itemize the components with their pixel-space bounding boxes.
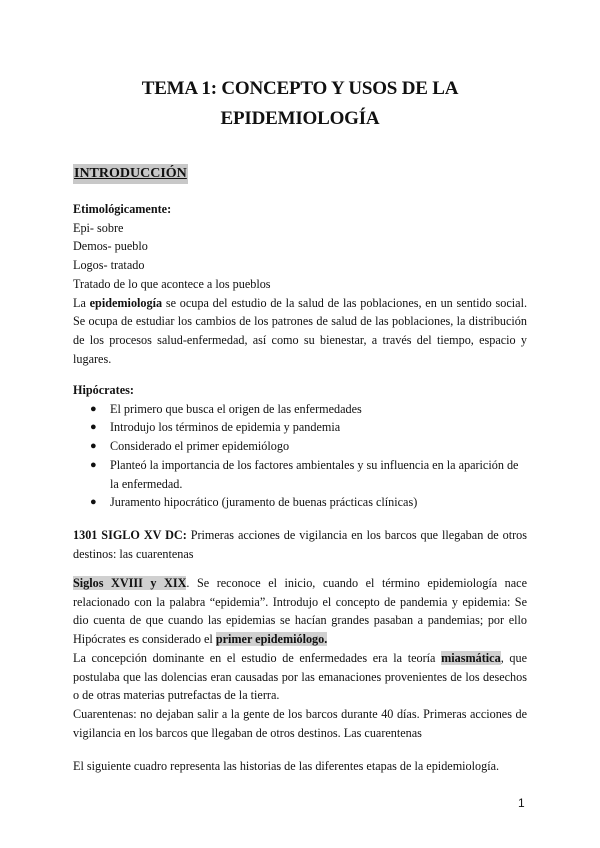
list-item: ● Juramento hipocrático (juramento de buenas prácticas clínicas) — [73, 493, 527, 512]
title-line-2: EPIDEMIOLOGÍA — [220, 108, 380, 129]
list-item: ● El primero que busca el origen de las enfermedades — [73, 400, 527, 419]
miasmatica-paragraph: La concepción dominante en el estudio de enfermedades era la teoría miasmática, que postulaba que las dolencias eran causadas por las emanaciones provenientes de los desechos o de otras materias putrefactas de la tierra. — [73, 650, 527, 703]
siglo-xv-text: Primeras acciones de vigilancia en los barcos que llegaban de otros destinos: las cuarentenas — [73, 528, 527, 561]
miasmatica-term: miasmática — [441, 650, 501, 665]
etymology-line: Logos- tratado — [73, 258, 145, 273]
list-item: ● Planteó la importancia de los factores ambientales y su influencia en la aparición de la enfermedad. — [90, 457, 519, 491]
etymology-line: Tratado de lo que acontece a los pueblos — [73, 276, 271, 291]
bullet-icon: ● — [90, 458, 97, 471]
bullet-icon: ● — [90, 440, 97, 453]
siglos-xviii-text: . Se reconoce el inicio, cuando el término epidemiología nace relacionado con la palabra “epidemia”. Introdujo el concepto de pandemia y epidemia: Se dio cuenta de que cuando las epidemias se hacían grandes pasaban a pandemias; por ello Hipócrates es considerado el — [73, 576, 527, 647]
hipocrates-block — [73, 381, 527, 512]
siglos-xviii-label: Siglos XVIII y XIX — [73, 576, 187, 590]
bullet-icon: ● — [90, 496, 97, 509]
list-item: ● Considerado el primer epidemiólogo — [73, 437, 527, 456]
list-item: ● Introdujo los términos de epidemia y pandemia — [73, 418, 527, 437]
siglos-xviii-block — [73, 574, 527, 742]
etymology-heading: Etimológicamente: — [73, 202, 172, 216]
siglos-xviii-paragraph — [73, 574, 527, 649]
hipocrates-list — [73, 400, 527, 512]
definition-paragraph — [73, 294, 527, 369]
page-number: 1 — [518, 796, 525, 810]
etymology-line: Demos- pueblo — [73, 239, 148, 254]
etymology-line: Epi- sobre — [73, 220, 124, 235]
definition-term: epidemiología — [89, 295, 163, 310]
closing-paragraph: El siguiente cuadro representa las historias de las diferentes etapas de la epidemiología. — [73, 759, 500, 773]
primer-epidemiologo-highlight: primer epidemiólogo. — [215, 632, 328, 647]
bullet-icon: ● — [90, 402, 97, 415]
title-line-1: TEMA 1: CONCEPTO Y USOS DE LA — [141, 78, 459, 99]
definition-prefix: La — [73, 295, 90, 310]
siglo-xv-label: 1301 SIGLO XV DC: — [73, 528, 187, 542]
bullet-icon: ● — [90, 421, 97, 434]
page-title — [73, 74, 527, 134]
hipocrates-heading: Hipócrates: — [73, 383, 134, 397]
definition-text: se ocupa del estudio de la salud de las poblaciones, en un sentido social. Se ocupa de estudiar los cambios de los patrones de salud de las poblaciones, la distribución de los procesos salud-enfermedad, así como su bienestar, a través del tiempo, espacio y lugares. — [73, 295, 528, 366]
siglo-xv-paragraph — [73, 526, 527, 563]
section-heading: INTRODUCCIÓN — [73, 164, 188, 184]
cuarentenas-paragraph: Cuarentenas: no dejaban salir a la gente de los barcos durante 40 días. Primeras acciones de vigilancia en los barcos que llegaban de otros destinos. Las cuarentenas — [73, 706, 527, 740]
etymology-block — [73, 200, 527, 368]
